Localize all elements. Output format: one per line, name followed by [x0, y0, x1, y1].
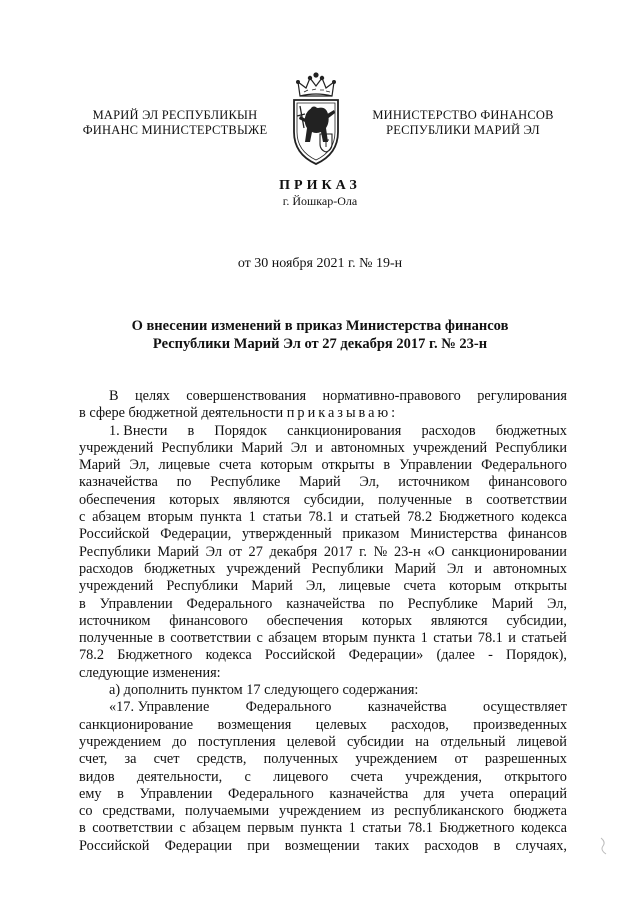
body-word: вторым [147, 509, 194, 526]
order-verb: приказываю: [286, 405, 399, 422]
body-word: казначейства [79, 474, 158, 491]
header-right-line-1: МИНИСТЕРСТВО ФИНАНСОВ [372, 108, 554, 122]
body-line [79, 630, 567, 647]
body-word: 2017 [323, 543, 353, 560]
body-word: 27 [248, 543, 263, 560]
body-line [79, 457, 567, 474]
body-word: учреждений [79, 578, 154, 595]
body-word: расходов [79, 560, 134, 577]
body-word: целевых [315, 716, 367, 733]
body-word: с [244, 768, 251, 785]
body-line [79, 665, 567, 682]
body-word: бюджетных [495, 422, 567, 439]
body-word: Марий [394, 560, 436, 577]
body-word: деятельности, [136, 768, 223, 785]
body-word: 23-н [393, 543, 421, 560]
body-word: с [179, 820, 186, 837]
body-word: казначейства [286, 595, 366, 612]
body-word: «О [427, 543, 445, 560]
body-word: счета [350, 768, 383, 785]
body-word: Марий [251, 578, 293, 595]
body-word: кодекса [205, 647, 252, 664]
body-word: Республике [210, 474, 281, 491]
body-word: статьей [521, 630, 567, 647]
body-word: Марий [157, 543, 199, 560]
body-word: в [465, 491, 473, 508]
body-word: на [415, 733, 430, 750]
body-line [79, 474, 567, 491]
body-word: статьи [433, 630, 473, 647]
body-word: Российской [79, 837, 150, 854]
body-word: Бюджетного [117, 647, 193, 664]
body-word: кодекса [520, 820, 567, 837]
body-word: счета [218, 457, 252, 474]
body-word: Республики [79, 543, 151, 560]
body-line [79, 578, 567, 595]
body-word: от [228, 543, 242, 560]
body-line [79, 596, 567, 613]
body-word: казначейства [367, 699, 447, 716]
body-word: Федерального [245, 699, 332, 716]
body-line [79, 751, 567, 768]
body-word: Федерации [164, 837, 233, 854]
body-line [79, 526, 567, 543]
body-word: таких [374, 837, 410, 854]
body-word: расходов [421, 422, 476, 439]
body-word: 78.1 [477, 630, 503, 647]
order-title: ПРИКАЗ [279, 178, 361, 193]
body-word: соответствии [486, 491, 567, 508]
header-left-line-1: МАРИЙ ЭЛ РЕСПУБЛИКЫН [92, 108, 258, 122]
body-word: 78.1 [308, 509, 334, 526]
body-word: в [493, 837, 501, 854]
body-word: средств, [196, 751, 247, 768]
body-word: осуществляет [482, 699, 567, 716]
body-word: «17. Управление [109, 699, 210, 716]
body-word: учреждений [79, 439, 154, 456]
header-right-block [358, 108, 568, 138]
body-word: декабря [269, 543, 318, 560]
body-line [79, 734, 567, 751]
body-word: санкционировании [451, 543, 567, 560]
body-word: открыты [514, 578, 567, 595]
body-word: учета [460, 785, 494, 802]
body-line [79, 544, 567, 561]
subject-line-2: Республики Марий Эл от 27 декабря 2017 г. № 23-н [152, 336, 488, 352]
body-word: Управлении [399, 457, 473, 474]
body-word: абзацем [92, 509, 141, 526]
body-word: 78.1 [407, 820, 433, 837]
body-word: расходов [424, 837, 479, 854]
body-word: субсидии [346, 733, 404, 750]
body-word: открытого [504, 768, 567, 785]
body-word: бюджетных [144, 560, 216, 577]
body-word: целях [134, 388, 170, 404]
body-line [79, 717, 567, 734]
body-word: субсидии, [303, 491, 365, 508]
body-word: субсидии, [506, 612, 567, 629]
body-word: для [423, 785, 445, 802]
body-word: казначейства [329, 785, 409, 802]
body-word: 1 [248, 509, 256, 526]
body-line-text: следующие изменения: [79, 664, 221, 681]
body-word: в [383, 457, 391, 474]
body-word: учреждения, [405, 768, 482, 785]
body-word: случаях, [515, 837, 567, 854]
order-city: г. Йошкар-Ола [282, 194, 358, 208]
body-line [79, 509, 567, 526]
body-line [79, 682, 567, 699]
body-word: г. [359, 543, 367, 560]
body-word: соответствии [92, 820, 173, 837]
body-word: Российской [264, 647, 336, 664]
body-word: финансового [488, 474, 567, 491]
body-word: являются [430, 612, 488, 629]
body-word: Марий [299, 474, 341, 491]
body-word: со [79, 803, 93, 820]
body-word: Эл, [129, 457, 150, 474]
order-date-number: от 30 ноября 2021 г. № 19-н [237, 256, 403, 271]
body-word: операций [509, 785, 567, 802]
body-word: пункта [373, 630, 416, 647]
body-word: нормативно-правового [322, 388, 461, 404]
body-word: в [117, 785, 124, 802]
body-line [79, 820, 567, 837]
body-word: санкционирования [287, 422, 402, 439]
body-word: Федерального [228, 785, 314, 802]
body-word: - [488, 647, 493, 664]
body-word: счет [153, 751, 180, 768]
body-word: 78.2 [79, 647, 105, 664]
body-word: вторым [322, 630, 368, 647]
body-line [79, 838, 567, 855]
body-word: которых [169, 491, 220, 508]
body-word: Республики [495, 439, 567, 456]
body-word: Эл, [546, 595, 567, 612]
body-word: санкционирование [79, 716, 194, 733]
body-line [79, 699, 567, 716]
body-word: Эл, [305, 578, 326, 595]
body-word: произведенных [473, 716, 567, 733]
body-word: пункта [199, 509, 242, 526]
body-line [79, 405, 567, 422]
body-word: счет, [79, 751, 108, 768]
body-word: с [79, 509, 86, 526]
body-word: учреждений [226, 560, 301, 577]
body-line [79, 388, 567, 405]
body-word: Марий [491, 595, 534, 612]
body-line [79, 803, 567, 820]
body-word: Марий [241, 439, 283, 456]
body-word: Федерации, [160, 526, 232, 543]
coat-of-arms-icon [286, 70, 346, 170]
body-word: счета [403, 578, 436, 595]
body-word: по [176, 474, 192, 491]
body-word: лицевые [338, 578, 391, 595]
body-word: первым [247, 820, 294, 837]
body-line [79, 786, 567, 803]
body-word: ему [79, 785, 102, 802]
body-word: Эл [290, 439, 308, 456]
body-word: учреждением [355, 751, 438, 768]
body-word: с [256, 630, 263, 647]
body-word: Республики [161, 439, 234, 456]
body-word: лицевого [273, 768, 329, 785]
body-line-text: а) дополнить пунктом 17 следующего содержания: [109, 682, 419, 699]
body-word: Порядок [214, 422, 267, 439]
body-word: средствами, [102, 803, 176, 820]
body-word: и [315, 439, 323, 456]
body-word: финансового [169, 612, 248, 629]
body-word: (далее [436, 647, 475, 664]
body-word: Республике [407, 595, 478, 612]
body-word: статьи [262, 509, 302, 526]
body-word: видов [79, 768, 115, 785]
body-word: приказом [342, 526, 400, 543]
body-word: 1 [348, 820, 356, 837]
body-word: Республики [311, 560, 384, 577]
body-word: Республики [166, 578, 239, 595]
body-word: Порядок), [506, 647, 567, 664]
body-word: 1 [420, 630, 428, 647]
body-word: Марий [79, 457, 121, 474]
body-word: утвержденный [242, 526, 332, 543]
body-word: которым [448, 578, 502, 595]
body-line [79, 561, 567, 578]
body-word: от [454, 751, 468, 768]
body-word: лицевой [516, 733, 567, 750]
body-word: разрешенных [484, 751, 567, 768]
order-subject [0, 317, 640, 353]
body-line [79, 440, 567, 457]
body-word: абзацем [192, 820, 241, 837]
body-word: открыты [321, 457, 375, 474]
body-word: 78.2 [407, 509, 433, 526]
order-body [79, 388, 567, 855]
body-word: возмещения [217, 716, 292, 733]
body-word: автономных [330, 439, 405, 456]
body-word: в [79, 595, 86, 612]
body-line [79, 647, 567, 664]
body-word: полученные [378, 491, 452, 508]
body-word: учреждением [79, 733, 162, 750]
body-word: и [508, 630, 516, 647]
header-left-line-2: ФИНАНС МИНИСТЕРСТВЫЖЕ [82, 123, 268, 137]
body-word: № [373, 543, 388, 560]
body-word: за [124, 751, 137, 768]
body-word: в [79, 820, 86, 837]
body-word: регулирования [477, 388, 567, 404]
body-line [79, 769, 567, 786]
body-word: отдельный [440, 733, 506, 750]
body-word: которых [361, 612, 413, 629]
body-word: целевой [286, 733, 336, 750]
body-line [79, 613, 567, 630]
body-word: которым [260, 457, 313, 474]
body-word: финансов [508, 526, 567, 543]
body-line [79, 423, 567, 440]
body-word: Эл [446, 560, 464, 577]
body-word: Эл, [359, 474, 380, 491]
body-word: расходов, [391, 716, 449, 733]
body-word: источником [79, 612, 151, 629]
body-word: статьей [354, 509, 401, 526]
subject-line-1: О внесении изменений в приказ Министерства финансов [131, 318, 509, 334]
body-word: бюджета [513, 803, 567, 820]
body-word: при [247, 837, 270, 854]
body-word: Управлении [99, 595, 173, 612]
body-word: поступления [197, 733, 276, 750]
body-word: из [370, 803, 385, 820]
body-word: лицевые [158, 457, 210, 474]
body-word: абзацем [268, 630, 317, 647]
margin-mark-icon [598, 836, 610, 856]
body-word: Федерации» [348, 647, 424, 664]
body-word: соответствии [170, 630, 252, 647]
body-word: в [187, 422, 195, 439]
body-word: учреждений [412, 439, 488, 456]
body-word: совершенствования [186, 388, 307, 404]
body-word: полученные [79, 630, 153, 647]
body-word: В [109, 388, 119, 404]
body-word: возмещении [284, 837, 360, 854]
body-word: в [158, 630, 165, 647]
body-word: являются [233, 491, 290, 508]
body-word: Бюджетного [438, 509, 515, 526]
body-word: Федерального [186, 595, 273, 612]
body-word: Федерального [481, 457, 567, 474]
body-word: обеспечения [266, 612, 343, 629]
body-word: получаемыми [184, 803, 270, 820]
header-left-block [70, 108, 280, 138]
body-line-text: в сфере бюджетной деятельности [79, 405, 287, 422]
body-word: автономных [492, 560, 567, 577]
header-right-line-2: РЕСПУБЛИКИ МАРИЙ ЭЛ [386, 123, 540, 137]
body-word: Бюджетного [439, 820, 515, 837]
body-word: полученных [263, 751, 339, 768]
body-word: учреждением [279, 803, 362, 820]
body-word: кодекса [520, 509, 567, 526]
body-word: Министерства [410, 526, 498, 543]
body-word: Российской [79, 526, 150, 543]
body-word: и [340, 509, 349, 526]
body-word: и [474, 560, 482, 577]
body-word: 1. Внести [109, 422, 168, 439]
body-word: Эл [205, 543, 222, 560]
body-line [79, 492, 567, 509]
body-word: источником [398, 474, 470, 491]
body-word: обеспечения [79, 491, 156, 508]
body-word: по [378, 595, 394, 612]
body-word: пункта [300, 820, 343, 837]
body-word: статьи [362, 820, 402, 837]
body-word: до [172, 733, 187, 750]
body-word: республиканского [394, 803, 504, 820]
body-word: Управлении [139, 785, 213, 802]
